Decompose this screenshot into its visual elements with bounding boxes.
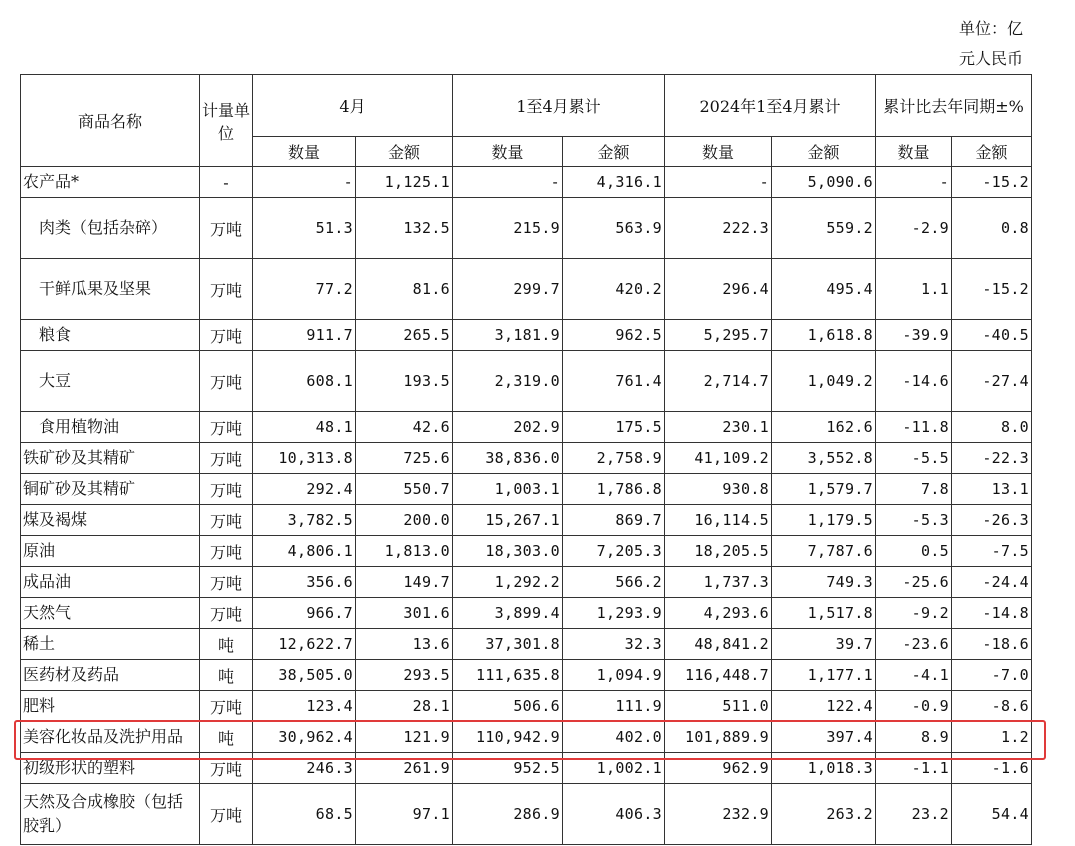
- measure-unit: 万吨: [200, 474, 253, 505]
- value-cell: 3,552.8: [772, 443, 876, 474]
- value-cell: 18,303.0: [453, 536, 563, 567]
- commodity-name: 初级形状的塑料: [21, 753, 200, 784]
- value-cell: 10,313.8: [253, 443, 356, 474]
- value-cell: -4.1: [876, 660, 952, 691]
- value-cell: 202.9: [453, 412, 563, 443]
- commodity-name: 美容化妆品及洗护用品: [21, 722, 200, 753]
- value-cell: 51.3: [253, 198, 356, 259]
- value-cell: 0.5: [876, 536, 952, 567]
- value-cell: 550.7: [356, 474, 453, 505]
- value-cell: 420.2: [563, 259, 665, 320]
- value-cell: 116,448.7: [665, 660, 772, 691]
- value-cell: 37,301.8: [453, 629, 563, 660]
- value-cell: 5,090.6: [772, 167, 876, 198]
- commodity-name: 天然气: [21, 598, 200, 629]
- header-qty: 数量: [253, 137, 356, 167]
- value-cell: 97.1: [356, 784, 453, 845]
- commodity-name: 铜矿砂及其精矿: [21, 474, 200, 505]
- measure-unit: 万吨: [200, 351, 253, 412]
- value-cell: 952.5: [453, 753, 563, 784]
- measure-unit: 吨: [200, 629, 253, 660]
- value-cell: 356.6: [253, 567, 356, 598]
- value-cell: 1.1: [876, 259, 952, 320]
- value-cell: -5.3: [876, 505, 952, 536]
- table-row: [21, 351, 1032, 412]
- commodity-name: 铁矿砂及其精矿: [21, 443, 200, 474]
- value-cell: 563.9: [563, 198, 665, 259]
- value-cell: 8.9: [876, 722, 952, 753]
- value-cell: 1,786.8: [563, 474, 665, 505]
- value-cell: -: [665, 167, 772, 198]
- value-cell: -: [453, 167, 563, 198]
- measure-unit: 万吨: [200, 198, 253, 259]
- commodity-name: 肉类（包括杂碎）: [21, 198, 200, 259]
- commodity-name: 农产品*: [21, 167, 200, 198]
- value-cell: 30,962.4: [253, 722, 356, 753]
- value-cell: 1,179.5: [772, 505, 876, 536]
- value-cell: 28.1: [356, 691, 453, 722]
- value-cell: 7,787.6: [772, 536, 876, 567]
- header-name: 商品名称: [21, 75, 200, 167]
- value-cell: 1,737.3: [665, 567, 772, 598]
- value-cell: -26.3: [952, 505, 1032, 536]
- value-cell: 3,181.9: [453, 320, 563, 351]
- header-jan-apr: 1至4月累计: [453, 75, 665, 137]
- value-cell: 122.4: [772, 691, 876, 722]
- value-cell: 18,205.5: [665, 536, 772, 567]
- table-row: [21, 567, 1032, 598]
- value-cell: -7.5: [952, 536, 1032, 567]
- value-cell: 230.1: [665, 412, 772, 443]
- header-april: 4月: [253, 75, 453, 137]
- table-row: [21, 474, 1032, 505]
- value-cell: 4,806.1: [253, 536, 356, 567]
- commodity-name: 煤及褐煤: [21, 505, 200, 536]
- value-cell: 81.6: [356, 259, 453, 320]
- measure-unit: 万吨: [200, 320, 253, 351]
- value-cell: 397.4: [772, 722, 876, 753]
- value-cell: 1,292.2: [453, 567, 563, 598]
- commodity-name: 干鲜瓜果及坚果: [21, 259, 200, 320]
- measure-unit: 万吨: [200, 536, 253, 567]
- value-cell: 68.5: [253, 784, 356, 845]
- value-cell: 911.7: [253, 320, 356, 351]
- value-cell: 13.1: [952, 474, 1032, 505]
- value-cell: 3,782.5: [253, 505, 356, 536]
- commodity-name: 天然及合成橡胶（包括胶乳）: [21, 784, 200, 845]
- value-cell: 725.6: [356, 443, 453, 474]
- value-cell: 16,114.5: [665, 505, 772, 536]
- value-cell: 23.2: [876, 784, 952, 845]
- value-cell: -1.6: [952, 753, 1032, 784]
- table-row: [21, 784, 1032, 845]
- value-cell: 1,018.3: [772, 753, 876, 784]
- value-cell: 13.6: [356, 629, 453, 660]
- value-cell: 402.0: [563, 722, 665, 753]
- value-cell: 12,622.7: [253, 629, 356, 660]
- value-cell: 930.8: [665, 474, 772, 505]
- value-cell: -15.2: [952, 259, 1032, 320]
- table-row: [21, 320, 1032, 351]
- value-cell: 121.9: [356, 722, 453, 753]
- value-cell: 193.5: [356, 351, 453, 412]
- commodity-name: 原油: [21, 536, 200, 567]
- value-cell: -: [253, 167, 356, 198]
- value-cell: 41,109.2: [665, 443, 772, 474]
- table-row: [21, 598, 1032, 629]
- table-row: [21, 167, 1032, 198]
- value-cell: 1,177.1: [772, 660, 876, 691]
- measure-unit: 吨: [200, 660, 253, 691]
- commodity-name: 粮食: [21, 320, 200, 351]
- value-cell: 608.1: [253, 351, 356, 412]
- header-2024: 2024年1至4月累计: [665, 75, 876, 137]
- value-cell: -8.6: [952, 691, 1032, 722]
- value-cell: -25.6: [876, 567, 952, 598]
- value-cell: 1,049.2: [772, 351, 876, 412]
- table-row: [21, 198, 1032, 259]
- value-cell: 1,517.8: [772, 598, 876, 629]
- header-amt: 金额: [772, 137, 876, 167]
- value-cell: 265.5: [356, 320, 453, 351]
- commodity-name: 稀土: [21, 629, 200, 660]
- value-cell: 7,205.3: [563, 536, 665, 567]
- measure-unit: 吨: [200, 722, 253, 753]
- value-cell: -24.4: [952, 567, 1032, 598]
- value-cell: 38,505.0: [253, 660, 356, 691]
- value-cell: 222.3: [665, 198, 772, 259]
- unit-note: [943, 14, 1023, 74]
- commodity-name: 食用植物油: [21, 412, 200, 443]
- value-cell: 966.7: [253, 598, 356, 629]
- value-cell: 263.2: [772, 784, 876, 845]
- value-cell: 1,579.7: [772, 474, 876, 505]
- value-cell: 3,899.4: [453, 598, 563, 629]
- value-cell: 1.2: [952, 722, 1032, 753]
- value-cell: 506.6: [453, 691, 563, 722]
- value-cell: -0.9: [876, 691, 952, 722]
- value-cell: 32.3: [563, 629, 665, 660]
- value-cell: -23.6: [876, 629, 952, 660]
- value-cell: 215.9: [453, 198, 563, 259]
- value-cell: 261.9: [356, 753, 453, 784]
- value-cell: -11.8: [876, 412, 952, 443]
- value-cell: 1,094.9: [563, 660, 665, 691]
- header-qty: 数量: [453, 137, 563, 167]
- value-cell: 77.2: [253, 259, 356, 320]
- value-cell: 4,316.1: [563, 167, 665, 198]
- value-cell: 246.3: [253, 753, 356, 784]
- value-cell: 869.7: [563, 505, 665, 536]
- header-amt: 金额: [952, 137, 1032, 167]
- value-cell: -: [876, 167, 952, 198]
- measure-unit: 万吨: [200, 598, 253, 629]
- value-cell: -27.4: [952, 351, 1032, 412]
- value-cell: 39.7: [772, 629, 876, 660]
- value-cell: 1,002.1: [563, 753, 665, 784]
- header-yoy: 累计比去年同期±%: [876, 75, 1032, 137]
- value-cell: 511.0: [665, 691, 772, 722]
- value-cell: -14.6: [876, 351, 952, 412]
- value-cell: 296.4: [665, 259, 772, 320]
- value-cell: 1,125.1: [356, 167, 453, 198]
- measure-unit: 万吨: [200, 567, 253, 598]
- import-data-table: [20, 74, 1032, 845]
- value-cell: 749.3: [772, 567, 876, 598]
- header-qty: 数量: [665, 137, 772, 167]
- table-row: [21, 660, 1032, 691]
- value-cell: 101,889.9: [665, 722, 772, 753]
- table-row: [21, 443, 1032, 474]
- commodity-name: 医药材及药品: [21, 660, 200, 691]
- value-cell: 301.6: [356, 598, 453, 629]
- value-cell: 1,293.9: [563, 598, 665, 629]
- value-cell: 292.4: [253, 474, 356, 505]
- value-cell: 110,942.9: [453, 722, 563, 753]
- value-cell: 111,635.8: [453, 660, 563, 691]
- value-cell: -39.9: [876, 320, 952, 351]
- commodity-name: 成品油: [21, 567, 200, 598]
- value-cell: 566.2: [563, 567, 665, 598]
- table-row: [21, 259, 1032, 320]
- value-cell: -5.5: [876, 443, 952, 474]
- value-cell: 149.7: [356, 567, 453, 598]
- header-qty: 数量: [876, 137, 952, 167]
- measure-unit: 万吨: [200, 412, 253, 443]
- table-row: [21, 536, 1032, 567]
- value-cell: 5,295.7: [665, 320, 772, 351]
- value-cell: 2,758.9: [563, 443, 665, 474]
- value-cell: -7.0: [952, 660, 1032, 691]
- table-row: [21, 722, 1032, 753]
- measure-unit: 万吨: [200, 259, 253, 320]
- value-cell: 54.4: [952, 784, 1032, 845]
- value-cell: 962.9: [665, 753, 772, 784]
- value-cell: 48,841.2: [665, 629, 772, 660]
- value-cell: 111.9: [563, 691, 665, 722]
- value-cell: 293.5: [356, 660, 453, 691]
- measure-unit: 万吨: [200, 443, 253, 474]
- value-cell: 162.6: [772, 412, 876, 443]
- value-cell: 8.0: [952, 412, 1032, 443]
- measure-unit: 万吨: [200, 505, 253, 536]
- value-cell: 761.4: [563, 351, 665, 412]
- value-cell: 132.5: [356, 198, 453, 259]
- value-cell: 962.5: [563, 320, 665, 351]
- value-cell: 232.9: [665, 784, 772, 845]
- value-cell: 123.4: [253, 691, 356, 722]
- measure-unit: 万吨: [200, 753, 253, 784]
- value-cell: 7.8: [876, 474, 952, 505]
- header-unit: 计量单位: [200, 75, 253, 167]
- value-cell: 1,003.1: [453, 474, 563, 505]
- header-amt: 金额: [356, 137, 453, 167]
- table-row: [21, 412, 1032, 443]
- commodity-name: 大豆: [21, 351, 200, 412]
- value-cell: 286.9: [453, 784, 563, 845]
- value-cell: 2,714.7: [665, 351, 772, 412]
- value-cell: -14.8: [952, 598, 1032, 629]
- value-cell: 495.4: [772, 259, 876, 320]
- value-cell: -1.1: [876, 753, 952, 784]
- measure-unit: 万吨: [200, 784, 253, 845]
- value-cell: -22.3: [952, 443, 1032, 474]
- value-cell: -40.5: [952, 320, 1032, 351]
- header-amt: 金额: [563, 137, 665, 167]
- value-cell: 175.5: [563, 412, 665, 443]
- measure-unit: -: [200, 167, 253, 198]
- measure-unit: 万吨: [200, 691, 253, 722]
- value-cell: 48.1: [253, 412, 356, 443]
- value-cell: 2,319.0: [453, 351, 563, 412]
- commodity-name: 肥料: [21, 691, 200, 722]
- value-cell: -2.9: [876, 198, 952, 259]
- unit-line-2: 元人民币: [958, 49, 1023, 68]
- table-row: [21, 691, 1032, 722]
- value-cell: 4,293.6: [665, 598, 772, 629]
- value-cell: -9.2: [876, 598, 952, 629]
- value-cell: 38,836.0: [453, 443, 563, 474]
- value-cell: 0.8: [952, 198, 1032, 259]
- unit-line-1: 单位：亿: [958, 19, 1023, 38]
- table-row: [21, 629, 1032, 660]
- value-cell: 559.2: [772, 198, 876, 259]
- value-cell: -15.2: [952, 167, 1032, 198]
- value-cell: 1,813.0: [356, 536, 453, 567]
- value-cell: 406.3: [563, 784, 665, 845]
- value-cell: 1,618.8: [772, 320, 876, 351]
- table-row: [21, 753, 1032, 784]
- table-row: [21, 505, 1032, 536]
- value-cell: 200.0: [356, 505, 453, 536]
- value-cell: 299.7: [453, 259, 563, 320]
- value-cell: -18.6: [952, 629, 1032, 660]
- value-cell: 42.6: [356, 412, 453, 443]
- value-cell: 15,267.1: [453, 505, 563, 536]
